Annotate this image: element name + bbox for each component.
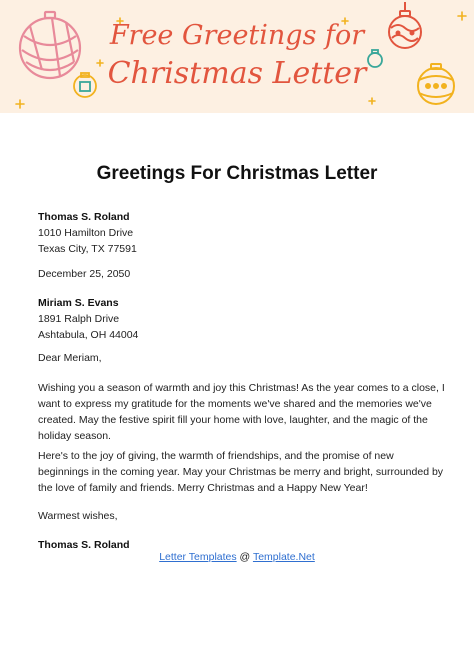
body-paragraph-1 bbox=[38, 380, 458, 444]
signature-name: Thomas S. Roland bbox=[38, 539, 130, 551]
sender-name: Thomas S. Roland bbox=[38, 211, 130, 223]
recipient-address-line1: 1891 Ralph Drive bbox=[38, 313, 120, 325]
footer-credit bbox=[0, 551, 474, 563]
letter-date: December 25, 2050 bbox=[38, 268, 131, 280]
paragraph-line: beginnings in the coming year. May your Christmas be merry and bright, surrounded by bbox=[38, 466, 444, 478]
recipient-address-line2: Ashtabula, OH 44004 bbox=[38, 329, 139, 341]
document-title: Greetings For Christmas Letter bbox=[96, 163, 378, 184]
body-paragraph-2 bbox=[38, 448, 458, 496]
paragraph-line: holiday season. bbox=[38, 430, 111, 442]
letter-templates-link[interactable]: Letter Templates bbox=[159, 551, 237, 563]
paragraph-line: the love of family and friends. Merry Christmas and a Happy New Year! bbox=[38, 482, 368, 494]
sender-block bbox=[38, 209, 458, 257]
paragraph-line: Here's to the joy of giving, the warmth of friendships, and the promise of new bbox=[38, 450, 394, 462]
recipient-name: Miriam S. Evans bbox=[38, 297, 119, 309]
closing: Warmest wishes, bbox=[38, 510, 118, 522]
footer-separator: @ bbox=[236, 551, 253, 563]
banner-title-line2: Christmas Letter bbox=[107, 56, 367, 91]
template-net-link[interactable]: Template.Net bbox=[252, 551, 315, 563]
paragraph-line: created. May the festive spirit fill your home with love, laughter, and the magic of the bbox=[38, 414, 428, 426]
header-banner bbox=[0, 0, 474, 113]
sender-address-line1: 1010 Hamilton Drive bbox=[38, 227, 134, 239]
banner-title-line1: Free Greetings for bbox=[109, 20, 365, 51]
paragraph-line: want to express my gratitude for the moments we've shared and the memories we've bbox=[38, 398, 432, 410]
salutation: Dear Meriam, bbox=[38, 352, 102, 364]
paragraph-line: Wishing you a season of warmth and joy this Christmas! As the year comes to a close, I bbox=[38, 382, 445, 394]
sender-address-line2: Texas City, TX 77591 bbox=[38, 243, 137, 255]
recipient-block bbox=[38, 295, 458, 343]
